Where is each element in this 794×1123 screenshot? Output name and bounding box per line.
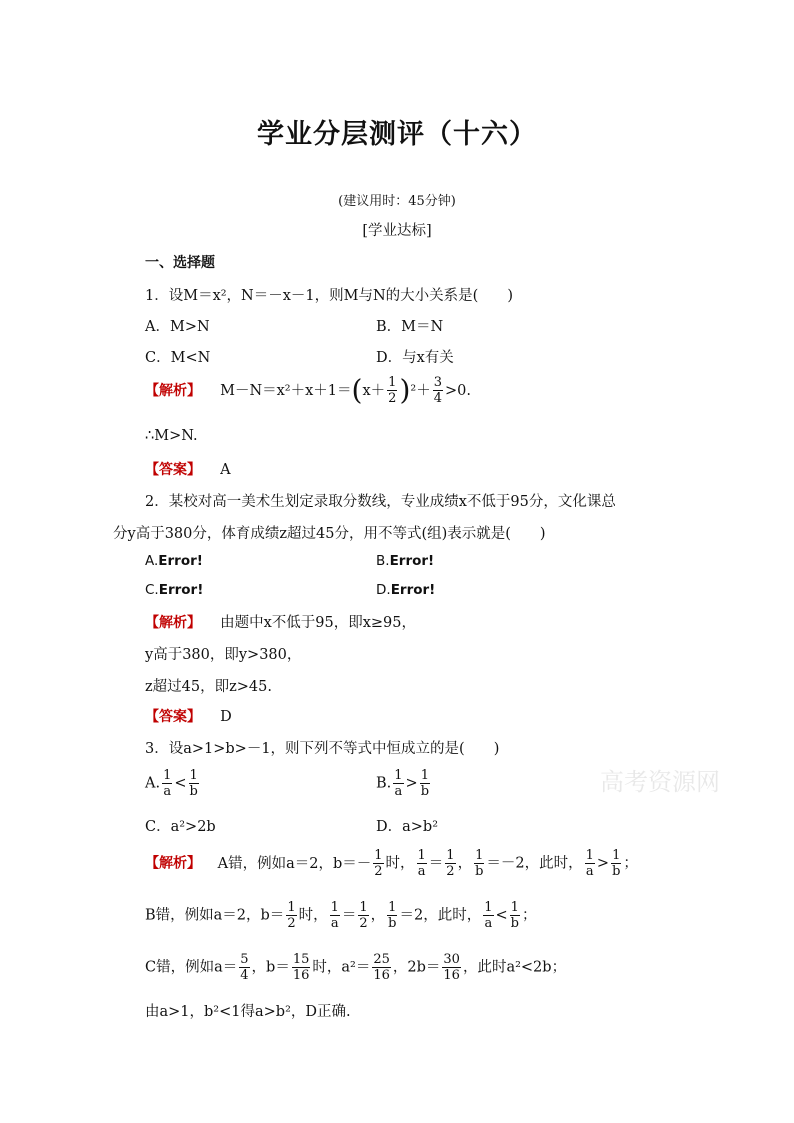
- frac: [239, 952, 249, 983]
- jiexi-tag: 【解析】: [145, 615, 201, 631]
- frac-num: 1: [287, 900, 296, 915]
- sol-text: 时，a²＝: [312, 959, 371, 976]
- q2-sol-line3: z超过45，即z>45.: [145, 679, 272, 695]
- q3-option-b: [376, 768, 432, 799]
- q2-sol-line1: 由题中x不低于95，即x≥95，: [220, 615, 416, 631]
- frac-den: b: [189, 784, 198, 799]
- sol-text: ，此时a²<2b；: [462, 959, 567, 976]
- frac-num: 1: [388, 375, 397, 390]
- q2-sol-line2: y高于380，即y>380，: [145, 647, 302, 663]
- frac-den: 16: [443, 968, 460, 983]
- frac-den: 2: [388, 391, 397, 406]
- q1-fraction-34: [433, 375, 443, 406]
- frac-num: 1: [446, 848, 455, 863]
- sol-text: ，: [457, 855, 473, 872]
- watermark: 高考资源网: [600, 768, 720, 796]
- sol-text: ；: [521, 907, 537, 924]
- error-text: Error!: [390, 582, 436, 598]
- frac-den: 2: [287, 916, 296, 931]
- frac: [358, 900, 368, 931]
- sol-text: ，: [370, 907, 386, 924]
- frac-den: 16: [292, 968, 310, 983]
- q3-sol-a: [145, 848, 638, 879]
- q1-fraction-half: [387, 375, 397, 406]
- frac: [372, 952, 391, 983]
- frac-den: b: [420, 784, 430, 799]
- frac-num: 15: [292, 952, 310, 967]
- sol-text: ；: [623, 855, 638, 872]
- opt-label: B.: [376, 775, 392, 792]
- q2-option-b: [376, 553, 434, 569]
- frac-den: 4: [433, 391, 442, 406]
- sol-text: ，b＝: [251, 959, 290, 976]
- frac: [510, 900, 520, 931]
- frac-den: b: [612, 864, 621, 879]
- frac-num: 1: [475, 848, 484, 863]
- q3-sol-c: [145, 952, 566, 983]
- frac-num: 3: [433, 375, 442, 390]
- frac-den: a: [163, 784, 172, 799]
- frac-num: 1: [420, 768, 429, 783]
- frac: [585, 848, 595, 879]
- frac-1-over-b: [420, 768, 430, 799]
- gt-sign: >: [405, 775, 418, 792]
- time-note: (建议用时：45分钟): [338, 194, 456, 209]
- frac: [330, 900, 340, 931]
- frac-num: 1: [417, 848, 426, 863]
- q1-sol-text: M－N＝x²＋x＋1＝: [220, 383, 352, 399]
- frac: [483, 900, 493, 931]
- frac-den: 2: [374, 864, 383, 879]
- frac: [474, 848, 484, 879]
- frac: [442, 952, 461, 983]
- frac-den: 2: [446, 864, 455, 879]
- frac: [417, 848, 427, 879]
- opt-label: A.: [145, 775, 161, 792]
- frac-den: b: [388, 916, 397, 931]
- lt-sign: <: [495, 907, 508, 924]
- q3-option-a: [145, 768, 201, 799]
- frac-num: 30: [443, 952, 460, 967]
- section-tag: [学业达标]: [362, 223, 432, 239]
- q3-option-c: C．a²>2b: [145, 819, 216, 835]
- q3-option-d: D．a>b²: [376, 819, 439, 835]
- q1-solution: [145, 375, 471, 406]
- frac-den: 2: [359, 916, 368, 931]
- lt-sign: <: [174, 775, 187, 792]
- gt-sign: >: [596, 855, 610, 872]
- frac-den: a: [417, 864, 426, 879]
- sol-text: A错，例如a＝2，b＝－: [217, 855, 372, 872]
- q1-option-b: B．M＝N: [376, 319, 444, 335]
- q2-solution: [145, 611, 416, 632]
- frac: [286, 900, 296, 931]
- frac-num: 1: [359, 900, 368, 915]
- jiexi-tag: 【解析】: [145, 383, 201, 399]
- sol-text: B错，例如a＝2，b＝: [145, 907, 285, 924]
- frac-num: 1: [612, 848, 621, 863]
- frac-den: b: [510, 916, 519, 931]
- opt-label: B.: [376, 553, 390, 569]
- frac-num: 1: [163, 768, 172, 783]
- q2-answer: [145, 706, 232, 726]
- frac-1-over-a: [162, 768, 172, 799]
- opt-label: A.: [145, 553, 159, 569]
- frac-den: a: [330, 916, 339, 931]
- frac-num: 1: [484, 900, 493, 915]
- frac-num: 1: [388, 900, 397, 915]
- sol-text: 时，: [298, 907, 328, 924]
- paren-open: (: [351, 373, 363, 407]
- q3-stem: 3．设a>1>b>－1，则下列不等式中恒成立的是( ): [145, 741, 500, 757]
- frac-den: b: [475, 864, 484, 879]
- frac-1-over-b: [189, 768, 199, 799]
- frac-den: 16: [373, 968, 390, 983]
- sol-text: ＝－2，此时，: [486, 855, 583, 872]
- q2-option-c: [145, 582, 203, 598]
- q2-stem-line1: 2．某校对高一美术生划定录取分数线，专业成绩x不低于95分，文化课总: [145, 494, 616, 510]
- frac: [292, 952, 311, 983]
- opt-label: C.: [145, 582, 159, 598]
- q1-answer: [145, 459, 231, 479]
- frac: [445, 848, 455, 879]
- frac-num: 1: [189, 768, 198, 783]
- q1-conclusion: ∴M>N.: [145, 428, 198, 444]
- frac-num: 1: [510, 900, 519, 915]
- q1-sol-x-plus: x＋: [362, 383, 386, 399]
- q1-option-a: A．M>N: [145, 319, 210, 335]
- sol-text: 时，: [385, 855, 415, 872]
- q2-option-d: [376, 582, 435, 598]
- sol-text: C错，例如a＝: [145, 959, 238, 976]
- daan-tag: 【答案】: [145, 709, 201, 725]
- q3-sol-b: [145, 900, 536, 931]
- frac: [611, 848, 621, 879]
- paren-close: ): [399, 373, 411, 407]
- q1-answer-value: A: [220, 462, 231, 478]
- frac: [373, 848, 383, 879]
- error-text: Error!: [389, 553, 435, 569]
- page-title: 学业分层测评（十六）: [257, 119, 537, 150]
- frac-den: a: [394, 784, 403, 799]
- frac: [387, 900, 397, 931]
- frac-num: 25: [373, 952, 390, 967]
- q1-stem: 1．设M＝x²，N＝－x－1，则M与N的大小关系是( ): [145, 288, 513, 304]
- error-text: Error!: [158, 553, 203, 569]
- sol-text: ＝: [428, 855, 444, 872]
- frac-num: 1: [394, 768, 403, 783]
- frac-num: 1: [330, 900, 339, 915]
- frac-num: 5: [240, 952, 249, 967]
- q2-option-a: [145, 553, 203, 569]
- q1-sol-square: ²＋: [410, 383, 431, 399]
- frac-num: 1: [585, 848, 594, 863]
- frac-1-over-a: [393, 768, 403, 799]
- frac-den: 4: [240, 968, 249, 983]
- part-heading: 一、选择题: [145, 255, 215, 271]
- daan-tag: 【答案】: [145, 462, 201, 478]
- frac-den: a: [484, 916, 493, 931]
- opt-label: D.: [376, 582, 391, 598]
- frac-den: a: [585, 864, 594, 879]
- q3-sol-final: 由a>1，b²<1得a>b²，D正确.: [145, 1004, 351, 1020]
- q2-answer-value: D: [220, 709, 232, 725]
- sol-text: ，2b＝: [392, 959, 441, 976]
- q1-option-d: D．与x有关: [376, 350, 454, 366]
- sol-text: ＝2，此时，: [399, 907, 482, 924]
- q1-option-c: C．M<N: [145, 350, 211, 366]
- q2-stem-line2: 分y高于380分，体育成绩z超过45分，用不等式(组)表示就是( ): [113, 526, 546, 542]
- sol-text: ＝: [341, 907, 357, 924]
- q1-sol-end: >0.: [444, 383, 471, 399]
- frac-num: 1: [374, 848, 383, 863]
- error-text: Error!: [158, 582, 204, 598]
- jiexi-tag: 【解析】: [145, 855, 201, 872]
